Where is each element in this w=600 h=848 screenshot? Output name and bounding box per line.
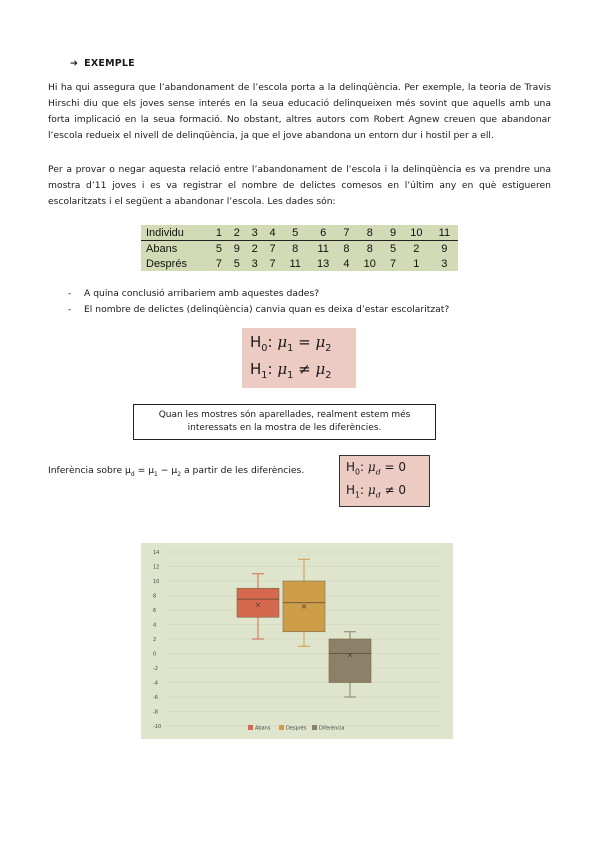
- table-cell: 8: [343, 242, 350, 255]
- legend-swatch: [312, 725, 317, 730]
- question-text: A quina conclusió arribariem amb aquestes dades?: [84, 288, 320, 299]
- boxplot-chart: [141, 543, 453, 739]
- y-tick-label: -4: [153, 680, 158, 687]
- table-cell: 9: [233, 242, 240, 255]
- table-header-cell: 5: [282, 225, 309, 241]
- table-cell: 1: [413, 257, 420, 270]
- box-abans: [237, 588, 279, 617]
- y-tick-label: -6: [153, 695, 158, 701]
- y-tick-label: -8: [153, 709, 158, 716]
- table-cell: 8: [366, 242, 373, 255]
- table-header-cell: 7: [338, 225, 356, 241]
- table-row: [141, 241, 458, 257]
- y-tick-label: 2: [153, 637, 157, 643]
- heading-text: EXEMPLE: [84, 58, 135, 69]
- list-item: - A quina conclusió arribariem amb aquestes dades?: [68, 288, 320, 299]
- y-tick-label: 12: [153, 564, 160, 571]
- table-cell: 7: [389, 257, 397, 270]
- alternative-hypothesis-d: $H_1$: $\mu_d \ne 0$: [346, 483, 407, 500]
- null-hypothesis: $H_0$: $\mu_1 = \mu_2$: [250, 333, 332, 354]
- table-cell: 2: [251, 242, 258, 255]
- table-header-cell: 3: [246, 225, 264, 241]
- box-diferencia: [329, 639, 371, 683]
- alternative-hypothesis: $H_1$: $\mu_1 \ne \mu_2$: [250, 360, 332, 381]
- hypothesis-box-means: [242, 328, 356, 388]
- data-table: [141, 225, 458, 271]
- y-tick-label: 14: [153, 550, 160, 556]
- table-cell: 13: [317, 257, 330, 270]
- note-box: Quan les mostres són aparellades, realment estem més interessats en la mostra de les diferències.: [133, 404, 436, 440]
- table-cell: 5: [389, 242, 397, 255]
- legend-swatch: [279, 725, 284, 730]
- question-text: El nombre de delictes (delinqüència) canvia quan es deixa d’estar escolaritzat?: [84, 304, 450, 315]
- list-item: - El nombre de delictes (delinqüència) canvia quan es deixa d’estar escolaritzat?: [68, 304, 450, 315]
- table-cell: 11: [317, 242, 329, 255]
- y-tick-label: 10: [153, 579, 160, 585]
- table-cell: 7: [269, 257, 276, 270]
- table-cell: 5: [215, 242, 222, 255]
- arrow-icon: ➔: [70, 58, 79, 69]
- y-tick-label: 4: [153, 622, 157, 629]
- table-cell: 11: [289, 257, 301, 270]
- table-cell: 3: [441, 257, 448, 270]
- table-cell: 7: [269, 242, 276, 255]
- table-cell: 9: [441, 242, 448, 255]
- y-tick-label: 6: [153, 608, 157, 614]
- y-tick-label: -2: [153, 666, 158, 672]
- table-cell: 2: [413, 242, 420, 255]
- table-header-cell: 1: [210, 225, 228, 241]
- section-heading: [70, 58, 135, 69]
- hypothesis-box-differences: [339, 455, 430, 507]
- table-cell: 3: [251, 257, 258, 270]
- legend-label: Diferència: [319, 725, 345, 732]
- table-header-cell: 10: [402, 225, 431, 241]
- table-header-cell: 11: [431, 225, 458, 241]
- table-header-cell: 4: [264, 225, 282, 241]
- y-tick-label: 0: [153, 651, 157, 658]
- row-label: Abans: [146, 242, 178, 255]
- y-tick-label: -10: [153, 724, 162, 730]
- table-cell: 10: [363, 257, 376, 270]
- table-header-cell: 2: [228, 225, 246, 241]
- inference-text: Inferència sobre $\mu_d = \mu_1 - \mu_2$ a partir de les diferències.: [48, 465, 305, 478]
- intro-paragraph: Hi ha qui assegura que l’abandonament de l’escola porta a la delinqüència. Per exemple, la teoria de Travis Hirschi diu que els joves sense interés en la seua educació delinqueixen més sovint que aquells amb una forta implicació en la seua formació. No obstant, altres autors com Robert Agnew creuen que abandonar l’escola redueix el nivell de delinqüència, ja que el jove abandona un entorn dur i hostil per a ell.: [48, 82, 551, 141]
- table-cell: 8: [292, 242, 299, 255]
- table-header-row: [141, 225, 458, 241]
- table-header-cell: 8: [355, 225, 384, 241]
- y-tick-label: 8: [153, 593, 157, 600]
- table-cell: 4: [343, 257, 350, 270]
- table-cell: 7: [215, 257, 222, 270]
- question-list: [68, 286, 449, 318]
- legend-label: Abans: [255, 725, 271, 732]
- table-header-cell: 9: [384, 225, 402, 241]
- row-label: Després: [146, 257, 187, 270]
- legend-swatch: [248, 725, 253, 730]
- table-cell: 5: [233, 257, 240, 270]
- null-hypothesis-d: $H_0$: $\mu_d = 0$: [346, 460, 407, 477]
- sample-paragraph: Per a provar o negar aquesta relació entre l’abandonament de l’escola i la delinqüència es va prendre una mostra d’11 joves i es va registrar el nombre de delictes comesos en l’últim any en què estigueren escolaritzats i el següent a abandonar l’escola. Les dades són:: [48, 164, 551, 207]
- table-header-label: Individu: [141, 225, 210, 241]
- legend-label: Després: [286, 725, 307, 732]
- table-header-cell: 6: [309, 225, 338, 241]
- table-row: [141, 256, 458, 271]
